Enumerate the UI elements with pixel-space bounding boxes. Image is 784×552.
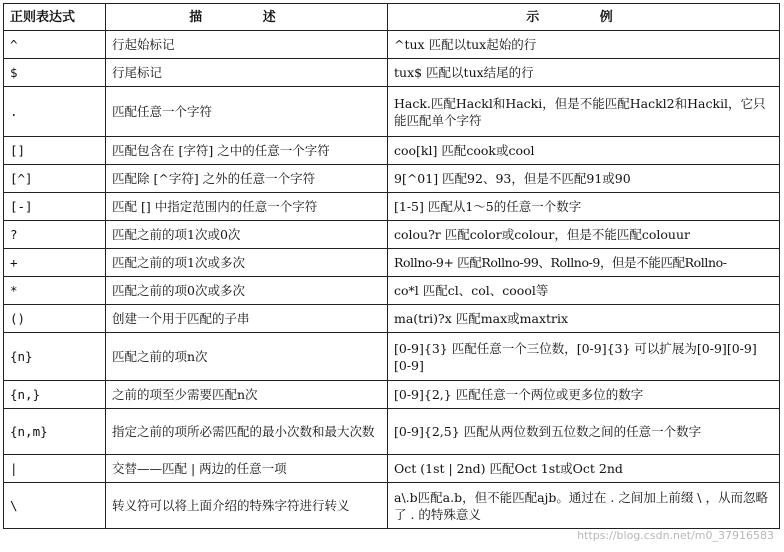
description-cell: 匹配包含在 [字符] 之中的任意一个字符 <box>106 137 388 165</box>
example-cell: colou?r 匹配color或colour，但是不能匹配colouur <box>388 221 780 249</box>
pattern-cell: $ <box>4 59 106 87</box>
description-cell: 匹配 [] 中指定范围内的任意一个字符 <box>106 193 388 221</box>
example-cell: [0-9]{3} 匹配任意一个三位数，[0-9]{3} 可以扩展为[0-9][0-9][0-9] <box>388 333 780 381</box>
example-cell: Hack.匹配Hackl和Hacki，但是不能匹配Hackl2和Hackil，它只能匹配单个字符 <box>388 87 780 137</box>
description-cell: 匹配任意一个字符 <box>106 87 388 137</box>
table-row <box>4 333 780 381</box>
example-cell: [0-9]{2,5} 匹配从两位数到五位数之间的任意一个数字 <box>388 409 780 455</box>
example-cell: tux$ 匹配以tux结尾的行 <box>388 59 780 87</box>
example-cell: co*l 匹配cl、col、coool等 <box>388 277 780 305</box>
example-cell: [0-9]{2,} 匹配任意一个两位或更多位的数字 <box>388 381 780 409</box>
table-row <box>4 137 780 165</box>
description-cell: 匹配之前的项0次或多次 <box>106 277 388 305</box>
example-cell: Oct (1st | 2nd) 匹配Oct 1st或Oct 2nd <box>388 455 780 483</box>
example-cell: [1-5] 匹配从1～5的任意一个数字 <box>388 193 780 221</box>
pattern-cell: . <box>4 87 106 137</box>
pattern-cell: {n,m} <box>4 409 106 455</box>
table-row <box>4 277 780 305</box>
example-cell: ma(tri)?x 匹配max或maxtrix <box>388 305 780 333</box>
description-cell: 行起始标记 <box>106 31 388 59</box>
table-row <box>4 31 780 59</box>
table-row <box>4 249 780 277</box>
description-cell: 创建一个用于匹配的子串 <box>106 305 388 333</box>
header-pattern: 正则表达式 <box>4 4 106 31</box>
watermark: https://blog.csdn.net/m0_37916583 <box>577 529 774 542</box>
pattern-cell: {n,} <box>4 381 106 409</box>
table-row <box>4 381 780 409</box>
pattern-cell: [-] <box>4 193 106 221</box>
pattern-cell: * <box>4 277 106 305</box>
table-row <box>4 221 780 249</box>
pattern-cell: ? <box>4 221 106 249</box>
table-row <box>4 409 780 455</box>
header-example: 示 例 <box>388 4 780 31</box>
table-row <box>4 165 780 193</box>
regex-table <box>3 3 780 529</box>
description-cell: 匹配之前的项1次或0次 <box>106 221 388 249</box>
description-cell: 匹配之前的项1次或多次 <box>106 249 388 277</box>
pattern-cell: \ <box>4 483 106 529</box>
table-row <box>4 305 780 333</box>
table-row <box>4 87 780 137</box>
pattern-cell: {n} <box>4 333 106 381</box>
example-cell: a\.b匹配a.b，但不能匹配ajb。通过在 . 之间加上前缀 \ ，从而忽略了 . 的特殊意义 <box>388 483 780 529</box>
description-cell: 行尾标记 <box>106 59 388 87</box>
description-cell: 交替——匹配 | 两边的任意一项 <box>106 455 388 483</box>
pattern-cell: [] <box>4 137 106 165</box>
example-cell: Rollno-9+ 匹配Rollno-99、Rollno-9，但是不能匹配Rollno- <box>388 249 780 277</box>
pattern-cell: () <box>4 305 106 333</box>
pattern-cell: [^] <box>4 165 106 193</box>
table-row <box>4 59 780 87</box>
description-cell: 转义符可以将上面介绍的特殊字符进行转义 <box>106 483 388 529</box>
example-cell: coo[kl] 匹配cook或cool <box>388 137 780 165</box>
table-header-row <box>4 4 780 31</box>
description-cell: 匹配除 [^字符] 之外的任意一个字符 <box>106 165 388 193</box>
pattern-cell: ^ <box>4 31 106 59</box>
table-row <box>4 483 780 529</box>
table-row <box>4 455 780 483</box>
pattern-cell: + <box>4 249 106 277</box>
description-cell: 之前的项至少需要匹配n次 <box>106 381 388 409</box>
example-cell: ^tux 匹配以tux起始的行 <box>388 31 780 59</box>
table-row <box>4 193 780 221</box>
description-cell: 指定之前的项所必需匹配的最小次数和最大次数 <box>106 409 388 455</box>
header-description: 描 述 <box>106 4 388 31</box>
description-cell: 匹配之前的项n次 <box>106 333 388 381</box>
example-cell: 9[^01] 匹配92、93，但是不匹配91或90 <box>388 165 780 193</box>
pattern-cell: | <box>4 455 106 483</box>
